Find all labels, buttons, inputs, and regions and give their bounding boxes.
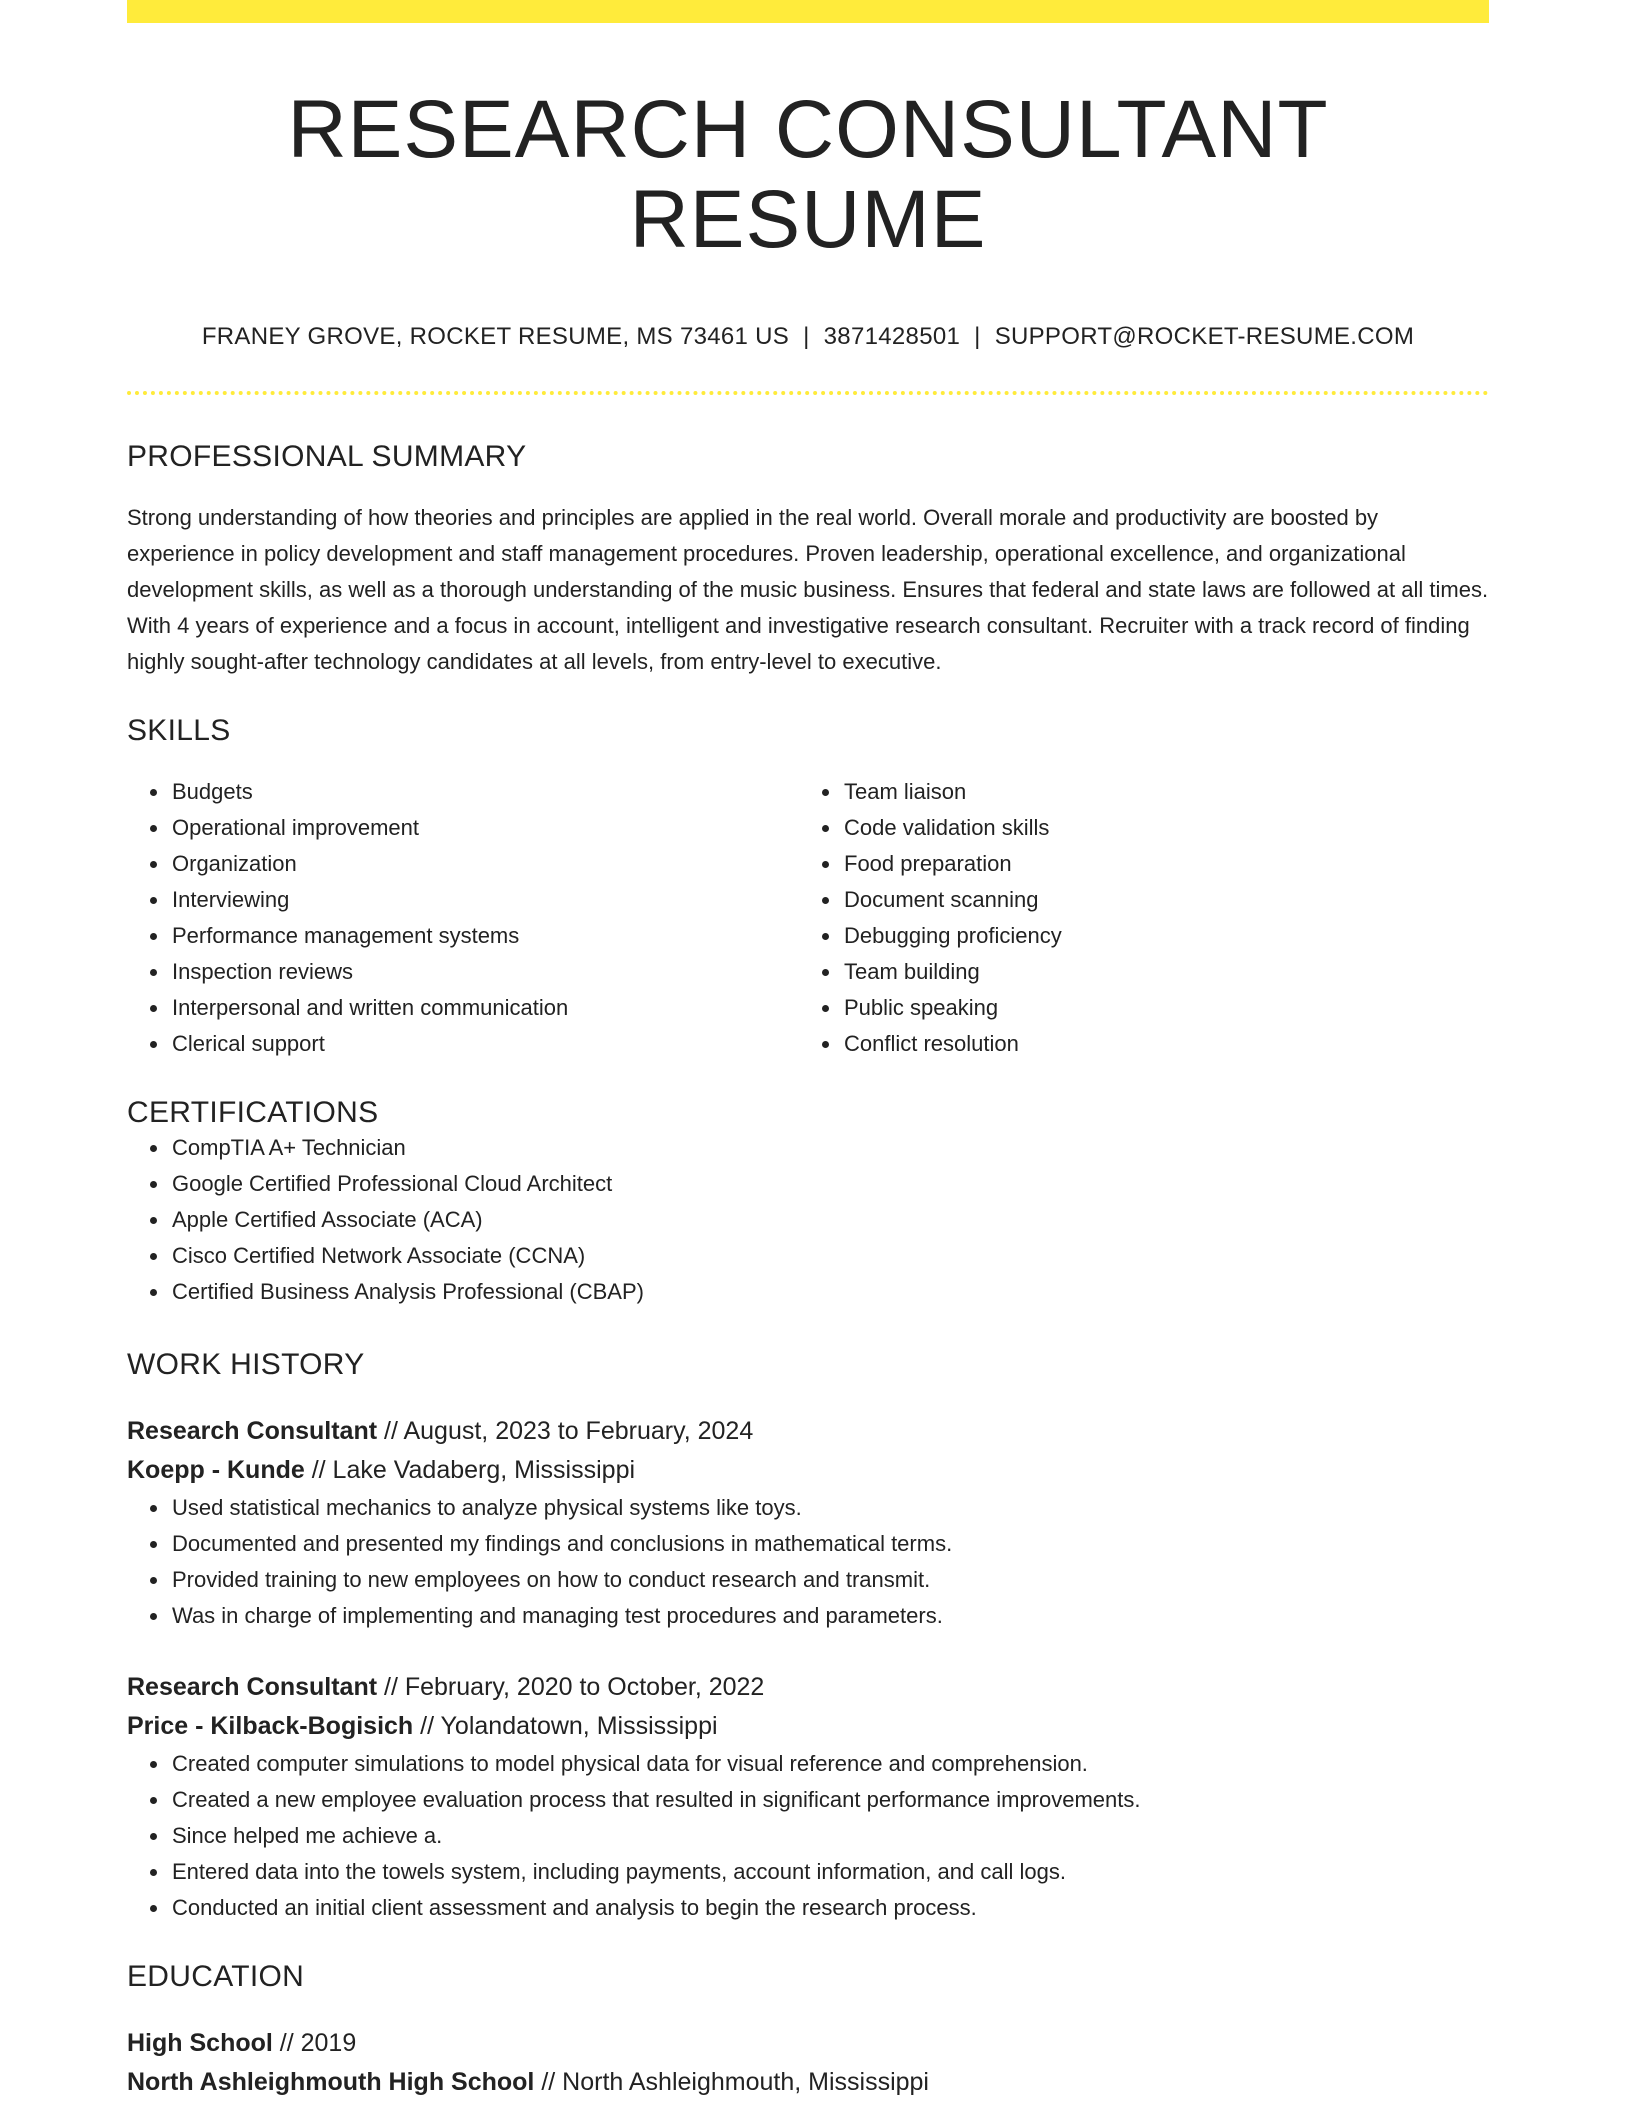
- skill-item: • Team liaison: [842, 774, 1471, 810]
- job-company: Price - Kilback-Bogisich: [127, 1712, 414, 1741]
- skills-grid: [127, 774, 1489, 1062]
- job-duty-item: • Provided training to new employees on how to conduct research and transmit.: [170, 1562, 1489, 1598]
- contact-line: [127, 323, 1489, 351]
- skill-item: • Interpersonal and written communication: [170, 990, 799, 1026]
- job-title-line: [127, 1668, 1489, 1707]
- certifications-heading: CERTIFICATIONS: [127, 1096, 379, 1130]
- skill-item: • Interviewing: [170, 882, 799, 918]
- skill-item: • Code validation skills: [842, 810, 1471, 846]
- certification-item: • Apple Certified Associate (ACA): [170, 1202, 1489, 1238]
- education-year: // 2019: [279, 2029, 357, 2058]
- dotted-divider: [127, 391, 1489, 395]
- job-dates: // February, 2020 to October, 2022: [384, 1673, 765, 1702]
- skill-item: • Clerical support: [170, 1026, 799, 1062]
- job-dates: // August, 2023 to February, 2024: [384, 1417, 754, 1446]
- summary-heading: PROFESSIONAL SUMMARY: [127, 440, 527, 474]
- certification-item: • CompTIA A+ Technician: [170, 1130, 1489, 1166]
- education-entry: [127, 2024, 1489, 2102]
- job-title-line: [127, 1412, 1489, 1451]
- contact-separator: |: [803, 323, 810, 351]
- skill-item: • Document scanning: [842, 882, 1471, 918]
- skill-item: • Operational improvement: [170, 810, 799, 846]
- phone-text: 3871428501: [823, 323, 961, 351]
- job-duty-item: • Was in charge of implementing and managing test procedures and parameters.: [170, 1598, 1489, 1634]
- certification-item: • Google Certified Professional Cloud Architect: [170, 1166, 1489, 1202]
- education-heading: EDUCATION: [127, 1960, 305, 1994]
- job-title: Research Consultant: [127, 1417, 378, 1446]
- skills-column-left: [127, 774, 799, 1062]
- skill-item: • Conflict resolution: [842, 1026, 1471, 1062]
- certification-item: • Cisco Certified Network Associate (CCNA): [170, 1238, 1489, 1274]
- skills-heading: SKILLS: [127, 714, 231, 748]
- job-entry: [127, 1412, 1489, 1634]
- job-company-line: [127, 1707, 1489, 1746]
- contact-separator: |: [974, 323, 981, 351]
- skill-item: • Debugging proficiency: [842, 918, 1471, 954]
- certifications-list: [127, 1130, 1489, 1310]
- job-duties-list: [127, 1746, 1489, 1926]
- job-duty-item: • Conducted an initial client assessment and analysis to begin the research process.: [170, 1890, 1489, 1926]
- address-text: FRANEY GROVE, ROCKET RESUME, MS 73461 US: [201, 323, 790, 351]
- resume-title: RESEARCH CONSULTANT RESUME: [287, 84, 1329, 266]
- education-degree: High School: [127, 2029, 273, 2058]
- job-title: Research Consultant: [127, 1673, 378, 1702]
- skill-item: • Inspection reviews: [170, 954, 799, 990]
- skill-item: • Team building: [842, 954, 1471, 990]
- skills-list-left: [127, 774, 799, 1062]
- accent-bar: [127, 0, 1489, 23]
- education-school: North Ashleighmouth High School: [127, 2068, 535, 2097]
- job-duty-item: • Since helped me achieve a.: [170, 1818, 1489, 1854]
- skills-list-right: [799, 774, 1471, 1062]
- job-company-line: [127, 1451, 1489, 1490]
- skill-item: • Performance management systems: [170, 918, 799, 954]
- job-location: // Lake Vadaberg, Mississippi: [311, 1456, 636, 1485]
- email-text: SUPPORT@ROCKET-RESUME.COM: [994, 323, 1415, 351]
- job-location: // Yolandatown, Mississippi: [420, 1712, 718, 1741]
- job-duty-item: • Documented and presented my findings and conclusions in mathematical terms.: [170, 1526, 1489, 1562]
- summary-text: Strong understanding of how theories and principles are applied in the real world. Overall morale and productivity are boosted by experience in policy development and staff management procedures. Proven leadership, operational excellence, and organizational development skills, as well as a thorough understanding of the music business. Ensures that federal and state laws are followed at all times. With 4 years of experience and a focus in account, intelligent and investigative research consultant. Recruiter with a track record of finding highly sought-after technology candidates at all levels, from entry-level to executive.: [127, 505, 1489, 675]
- education-degree-line: [127, 2024, 1489, 2063]
- job-duty-item: • Created computer simulations to model physical data for visual reference and comprehension.: [170, 1746, 1489, 1782]
- work-history-heading: WORK HISTORY: [127, 1348, 365, 1382]
- skill-item: • Food preparation: [842, 846, 1471, 882]
- skill-item: • Organization: [170, 846, 799, 882]
- resume-page: [127, 0, 1489, 2102]
- job-duty-item: • Used statistical mechanics to analyze physical systems like toys.: [170, 1490, 1489, 1526]
- certification-item: • Certified Business Analysis Professional (CBAP): [170, 1274, 1489, 1310]
- job-duty-item: • Created a new employee evaluation process that resulted in significant performance improvements.: [170, 1782, 1489, 1818]
- skills-column-right: [799, 774, 1471, 1062]
- skill-item: • Budgets: [170, 774, 799, 810]
- job-duties-list: [127, 1490, 1489, 1634]
- job-entry: [127, 1668, 1489, 1926]
- education-location: // North Ashleighmouth, Mississippi: [541, 2068, 929, 2097]
- job-company: Koepp - Kunde: [127, 1456, 305, 1485]
- job-duty-item: • Entered data into the towels system, including payments, account information, and call logs.: [170, 1854, 1489, 1890]
- skill-item: • Public speaking: [842, 990, 1471, 1026]
- education-school-line: [127, 2063, 1489, 2102]
